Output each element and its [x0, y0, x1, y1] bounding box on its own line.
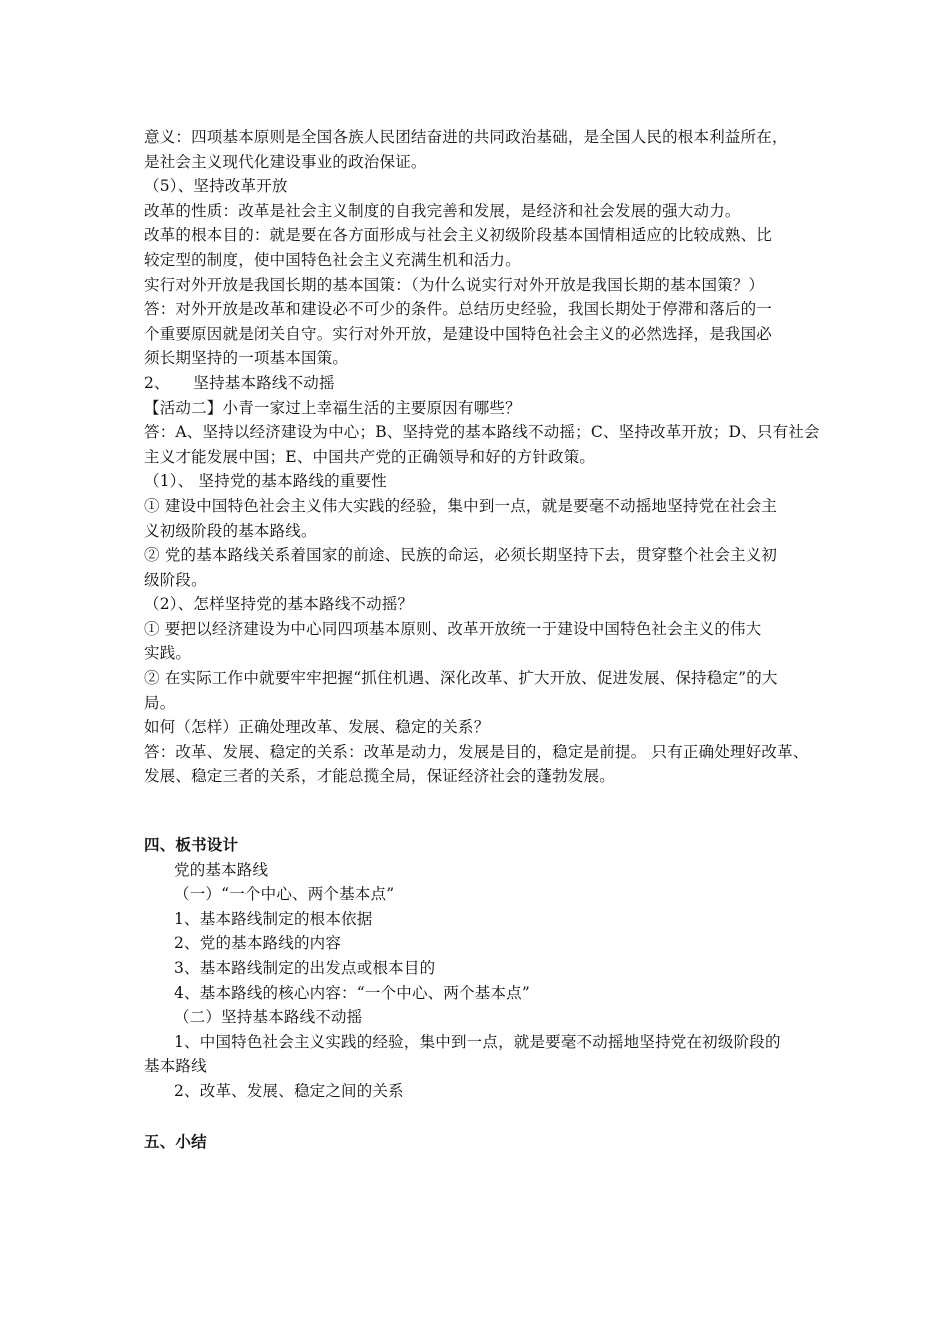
paragraph-line: 改革的根本目的：就是要在各方面形成与社会主义初级阶段基本国情相适应的比较成熟、比: [144, 226, 773, 245]
section-board-design: [144, 833, 824, 1104]
board-item: 2、改革、发展、稳定之间的关系: [174, 1081, 404, 1100]
paragraph-line: ① 建设中国特色社会主义伟大实践的经验，集中到一点，就是要毫不动摇地坚持党在社会主: [144, 496, 778, 515]
paragraph-line: ② 在实际工作中就要牢牢把握“抓住机遇、深化改革、扩大开放、促进发展、保持稳定”的大: [144, 669, 778, 688]
paragraph-line: 实践。: [144, 644, 192, 663]
document-page: [144, 125, 824, 1154]
paragraph-line: 局。: [144, 693, 176, 712]
paragraph-line: 个重要原因就是闭关自守。实行对外开放，是建设中国特色社会主义的必然选择，是我国必: [144, 324, 773, 343]
paragraph-line: ② 党的基本路线关系着国家的前途、民族的命运，必须长期坚持下去，贯穿整个社会主义初: [144, 546, 778, 565]
board-item: （一）“一个中心、两个基本点”: [174, 885, 395, 904]
section-summary: [144, 1130, 824, 1155]
paragraph-line: 答：对外开放是改革和建设必不可少的条件。总结历史经验，我国长期处于停滞和落后的一: [144, 300, 773, 319]
body-text: [144, 125, 824, 789]
paragraph-line: ① 要把以经济建设为中心同四项基本原则、改革开放统一于建设中国特色社会主义的伟大: [144, 619, 762, 638]
board-title: 党的基本路线: [174, 860, 269, 879]
paragraph-line: 【活动二】小青一家过上幸福生活的主要原因有哪些？: [144, 398, 521, 417]
paragraph-line: （1）、 坚持党的基本路线的重要性: [144, 472, 387, 491]
paragraph-line: 答：A、坚持以经济建设为中心；B、坚持党的基本路线不动摇；C、坚持改革开放；D、只有社会: [144, 423, 820, 442]
paragraph-line: 是社会主义现代化建设事业的政治保证。: [144, 152, 427, 171]
spacer: [144, 1104, 824, 1130]
paragraph-line: 答：改革、发展、稳定的关系：改革是动力，发展是目的，稳定是前提。 只有正确处理好改革、: [144, 742, 809, 761]
paragraph-line: 主义才能发展中国；E、中国共产党的正确领导和好的方针政策。: [144, 447, 596, 466]
board-item: 3、基本路线制定的出发点或根本目的: [174, 959, 436, 977]
paragraph-line: 发展、稳定三者的关系，才能总揽全局，保证经济社会的蓬勃发展。: [144, 767, 616, 786]
paragraph-line: 意义：四项基本原则是全国各族人民团结奋进的共同政治基础，是全国人民的根本利益所在，: [144, 128, 788, 146]
paragraph-line: 较定型的制度，使中国特色社会主义充满生机和活力。: [144, 250, 521, 269]
board-item: 1、基本路线制定的根本依据: [174, 909, 373, 928]
board-item: 4、基本路线的核心内容：“一个中心、两个基本点”: [174, 983, 531, 1002]
paragraph-line: 义初级阶段的基本路线。: [144, 521, 317, 540]
paragraph-line: 须长期坚持的一项基本国策。: [144, 349, 349, 368]
paragraph-line: 实行对外开放是我国长期的基本国策：（为什么说实行对外开放是我国长期的基本国策？）: [144, 275, 765, 294]
board-item: （二）坚持基本路线不动摇: [174, 1008, 363, 1027]
subsection-heading: 2、 坚持基本路线不动摇: [144, 373, 335, 392]
board-item: 2、党的基本路线的内容: [174, 934, 342, 953]
paragraph-line: 级阶段。: [144, 570, 207, 589]
paragraph-line: （5）、坚持改革开放: [144, 177, 288, 196]
paragraph-line: 如何（怎样）正确处理改革、发展、稳定的关系？: [144, 718, 490, 737]
board-item-continuation: 基本路线: [144, 1057, 207, 1076]
section-heading: 四、板书设计: [144, 836, 239, 855]
paragraph-line: （2）、怎样坚持党的基本路线不动摇？: [144, 595, 414, 614]
paragraph-line: 改革的性质：改革是社会主义制度的自我完善和发展，是经济和社会发展的强大动力。: [144, 201, 741, 220]
spacer: [144, 789, 824, 833]
section-heading: 五、小结: [144, 1132, 207, 1151]
board-item: 1、中国特色社会主义实践的经验，集中到一点，就是要毫不动摇地坚持党在初级阶段的: [174, 1032, 781, 1051]
